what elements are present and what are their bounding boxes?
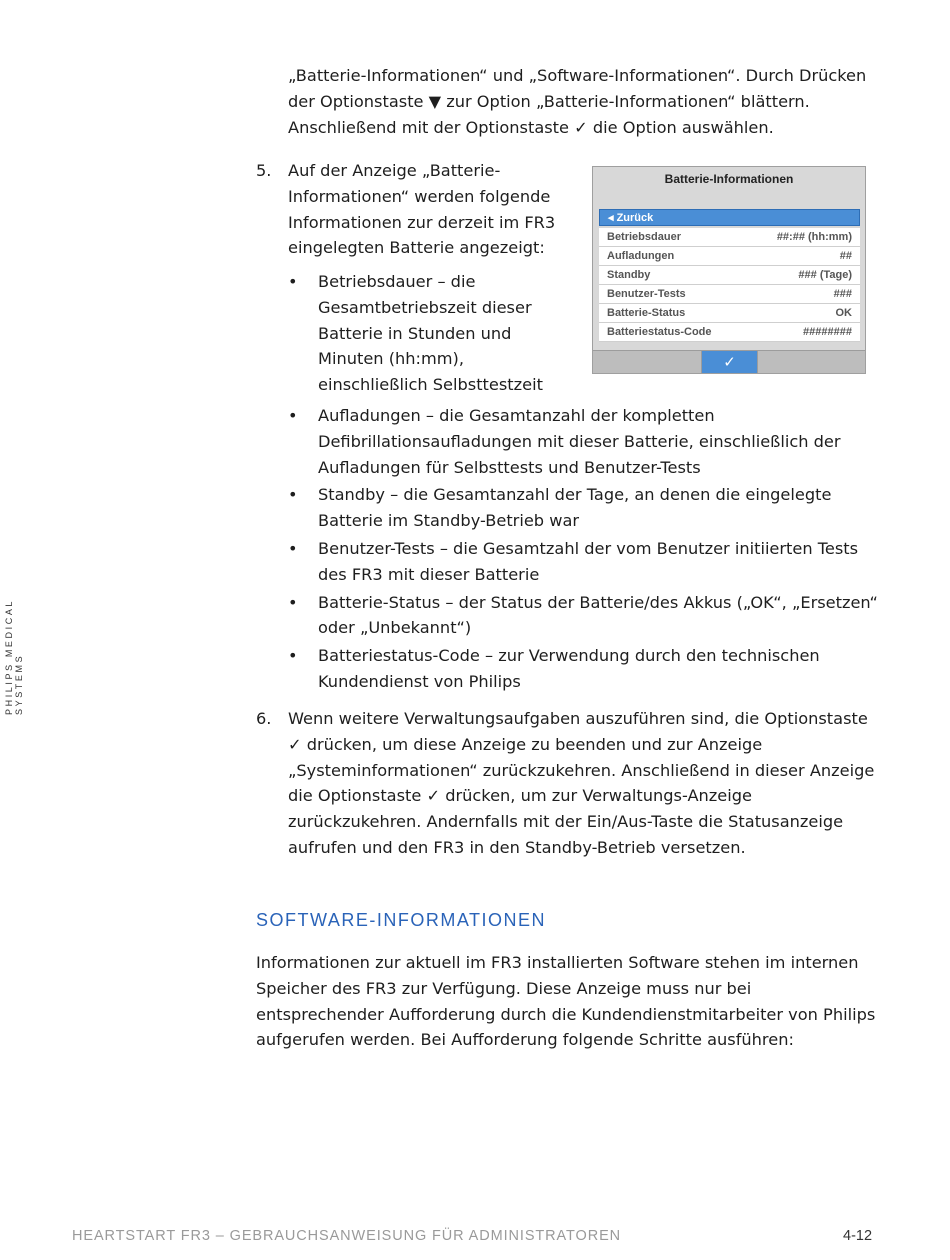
section-heading: SOFTWARE-INFORMATIONEN [256, 910, 546, 930]
screen-row: Standby ### (Tage) [599, 266, 860, 285]
list-item: • Aufladungen – die Gesamtanzahl der kompletten Defibrillationsaufladungen mit dieser Batterie, einschließlich der Aufladungen für Selbsttests und Benutzer-Tests [288, 403, 878, 480]
list-item: • Betriebsdauer – die Gesamtbetriebszeit dieser Batterie in Stunden und Minuten (hh:mm), einschließlich Selbsttestzeit [288, 269, 578, 398]
screen-softkeys [593, 350, 865, 373]
check-icon: ✓ [702, 351, 758, 373]
section-paragraph: Informationen zur aktuell im FR3 installierten Software stehen im internen Speicher des FR3 zur Verfügung. Diese Anzeige muss nur bei entsprechender Aufforderung durch die Kundendienstmitarbeiter von Philips aufgerufen werden. Bei Aufforderung folgende Schritte ausführen: [256, 953, 876, 1050]
intro-paragraph: „Batterie-Informationen“ und „Software-Informationen“. Durch Drücken der Optionstaste ▼ zur Option „Batterie-Informationen“ blättern. Anschließend mit der Optionstaste ✓ die Option auswählen. [288, 66, 867, 137]
page-number: 4-12 [843, 1228, 873, 1244]
bullet-icon: • [288, 592, 298, 612]
screen-menu [599, 209, 860, 342]
step-text: Auf der Anzeige „Batterie-Informationen“ werden folgende Informationen zur derzeit im FR3 eingelegten Batterie angezeigt: [288, 161, 556, 258]
step-number: 6. [256, 709, 272, 728]
screen-item-back: ◂ Zurück [599, 209, 860, 226]
bullet-icon: • [288, 538, 298, 558]
screen-row: Betriebsdauer ##:## (hh:mm) [599, 228, 860, 247]
step-text: Wenn weitere Verwaltungsaufgaben auszuführen sind, die Optionstaste ✓ drücken, um diese Anzeige zu beenden und zur Anzeige „Systeminformationen“ zurückzukehren. Anschließend in dieser Anzeige die Optionstaste ✓ drücken, um zur Verwaltungs-Anzeige zurückzukehren. Andernfalls mit der Ein/Aus-Taste die Statusanzeige aufrufen und den FR3 in den Standby-Betrieb versetzen. [288, 709, 875, 857]
step-number: 5. [256, 161, 272, 180]
screen-title: Batterie-Informationen [664, 172, 794, 186]
list-item: • Batteriestatus-Code – zur Verwendung durch den technischen Kundendienst von Philips [288, 643, 878, 695]
list-item: • Benutzer-Tests – die Gesamtzahl der vom Benutzer initiierten Tests des FR3 mit dieser Batterie [288, 536, 878, 588]
bullet-icon: • [288, 485, 298, 505]
list-item: • Standby – die Gesamtanzahl der Tage, an denen die eingelegte Batterie im Standby-Betrieb war [288, 482, 878, 534]
device-screen-image [592, 166, 866, 374]
softkey-right [758, 351, 865, 373]
bullet-list-wide [288, 403, 878, 697]
bullet-icon: • [288, 646, 298, 666]
bullet-icon: • [288, 406, 298, 425]
list-item: • Batterie-Status – der Status der Batterie/des Akkus („OK“, „Ersetzen“ oder „Unbekannt“) [288, 590, 878, 642]
side-label: PHILIPS MEDICAL SYSTEMS [4, 599, 24, 715]
screen-row: Batteriestatus-Code ######## [599, 323, 860, 342]
screen-row: Batterie-Status OK [599, 304, 860, 323]
bullet-list-narrow [288, 269, 578, 400]
bullet-icon: • [288, 272, 298, 291]
softkey-left [593, 351, 702, 373]
footer-title: HEARTSTART FR3 – GEBRAUCHSANWEISUNG FÜR ADMINISTRATOREN [72, 1228, 622, 1244]
screen-row: Benutzer-Tests ### [599, 285, 860, 304]
screen-row: Aufladungen ## [599, 247, 860, 266]
